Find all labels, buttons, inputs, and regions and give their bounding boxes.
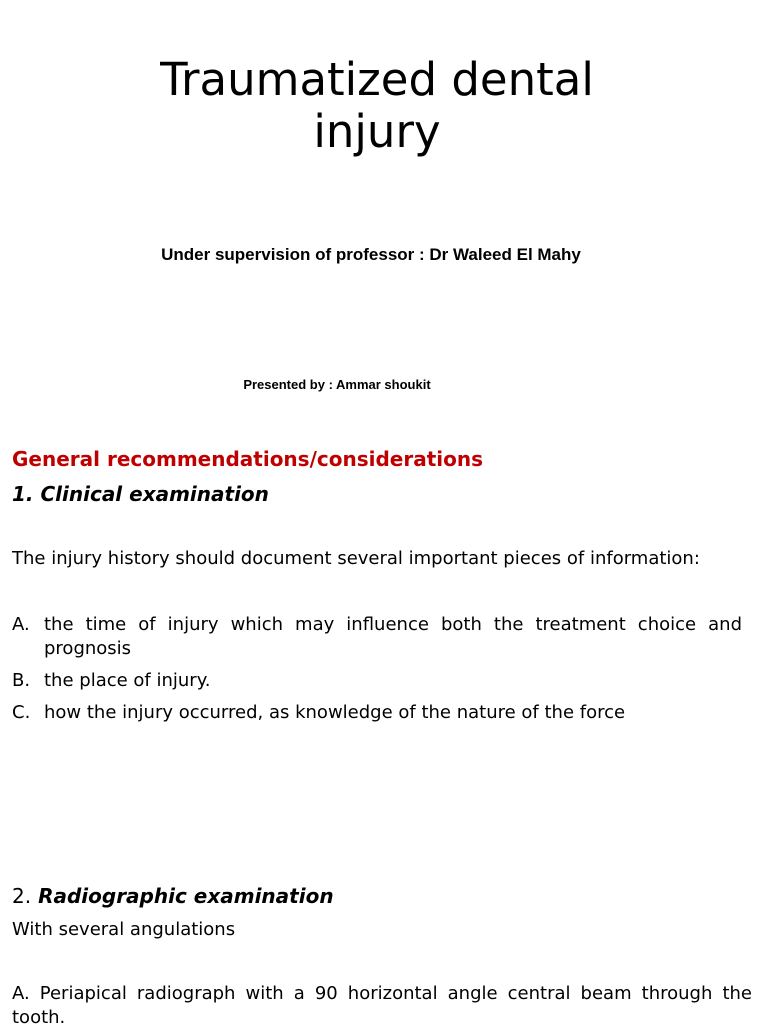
injury-history-list [12,613,742,733]
list-marker: C. [12,702,31,723]
list-item [12,669,742,693]
list-marker: A. [12,614,30,635]
list-item [12,701,742,725]
injury-history-intro: The injury history should document several important pieces of information: [12,548,700,569]
periapical-radiograph-item: A. Periapical radiograph with a 90 horizontal angle central beam through the tooth. [12,983,752,1028]
radiographic-intro: With several angulations [12,919,236,940]
radiographic-heading-text: Radiographic examination [38,884,334,908]
supervision-line: Under supervision of professor : Dr Waleed El Mahy [161,245,581,264]
list-item [12,613,742,661]
list-marker: B. [12,670,31,691]
list-item-text: how the injury occurred, as knowledge of the nature of the force [44,702,626,723]
clinical-examination-heading: 1. Clinical examination [12,482,269,506]
document-title [0,54,754,158]
title-line-1: Traumatized dental [160,53,594,106]
radiographic-examination-heading [12,883,334,909]
section-heading: General recommendations/considerations [12,447,484,471]
list-item-text: the place of injury. [44,670,211,691]
radiographic-heading-number: 2. [12,884,32,908]
presenter-line: Presented by : Ammar shoukit [243,377,431,392]
list-item-text: the time of injury which may influence both the treatment choice and prognosis [44,614,742,659]
title-line-2: injury [313,105,441,158]
